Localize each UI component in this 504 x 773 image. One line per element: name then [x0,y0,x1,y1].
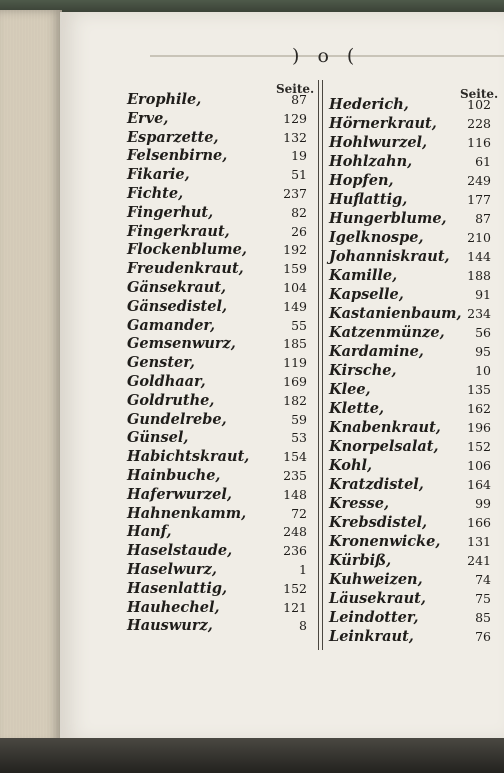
column-divider [318,80,323,650]
index-page-number: 56 [475,325,491,340]
index-page-number: 99 [475,496,491,511]
index-entry [127,335,307,354]
index-term: Krebsdistel, [329,514,428,531]
index-entry [329,551,491,570]
index-entry [329,532,491,551]
index-entry [329,190,491,209]
index-term: Goldruthe, [127,391,215,409]
index-term: Leinkraut, [329,628,414,645]
index-page-number: 182 [283,392,307,408]
index-entry [127,467,307,486]
index-page-number: 19 [291,148,307,164]
index-entry [127,147,307,166]
index-page-number: 10 [475,363,491,378]
index-entry [127,373,307,392]
index-entry [127,429,307,448]
index-entry [127,523,307,542]
index-entry [127,392,307,411]
index-page-number: 72 [291,505,307,521]
index-entry [127,241,307,260]
index-page-number: 148 [283,486,307,502]
index-term: Genster, [127,354,195,372]
index-entry [127,448,307,467]
index-page-number: 185 [283,336,307,352]
index-page-number: 135 [467,382,491,397]
index-page-number: 152 [283,580,307,596]
index-entry [127,561,307,580]
index-term: Kohl, [329,457,373,474]
index-page-number: 144 [467,249,491,264]
index-page-number: 95 [475,344,491,359]
index-term: Johanniskraut, [329,248,450,265]
index-entry [127,260,307,279]
index-term: Haferwurzel, [127,485,232,503]
index-term: Gemsenwurz, [127,335,236,353]
index-term: Esparzette, [127,128,219,146]
index-term: Kardamine, [329,343,424,360]
index-term: Fingerkraut, [127,222,230,240]
index-entry [127,317,307,336]
index-page-number: 188 [467,268,491,283]
index-term: Hopfen, [329,172,394,189]
index-entry [329,475,491,494]
index-entry [329,380,491,399]
index-term: Erophile, [127,91,202,108]
index-entry [127,354,307,373]
index-entry [329,285,491,304]
index-page-number: 169 [283,373,307,389]
index-entry [329,494,491,513]
index-page-number: 61 [475,154,491,169]
index-page-number: 166 [467,515,491,530]
index-page-number: 162 [467,401,491,416]
index-term: Läusekraut, [329,590,426,607]
index-page-number: 51 [291,167,307,183]
index-entry [329,152,491,171]
index-page-number: 129 [283,110,307,126]
index-term: Hauswurz, [127,617,213,635]
index-entry [329,95,491,114]
index-page-number: 119 [283,355,307,371]
index-page-number: 53 [291,430,307,446]
index-entry [329,323,491,342]
index-entry [127,91,307,110]
index-term: Hainbuche, [127,466,221,484]
index-term: Felsenbirne, [127,147,228,165]
index-term: Hohlzahn, [329,153,413,170]
index-page-number: 26 [291,223,307,239]
index-entry [329,456,491,475]
index-page-number: 8 [299,618,307,634]
index-entry [127,223,307,242]
index-entry [329,342,491,361]
index-page-number: 164 [467,477,491,492]
index-entry [329,437,491,456]
index-term: Kuhweizen, [329,571,423,588]
index-entry [329,304,491,323]
index-term: Kirsche, [329,362,397,379]
index-entry [329,589,491,608]
index-page-number: 131 [467,534,491,549]
index-entry [329,608,491,627]
index-term: Kapselle, [329,286,404,303]
index-term: Gänsekraut, [127,278,227,296]
index-entry [127,204,307,223]
index-term: Klee, [329,381,371,398]
index-term: Igelknospe, [329,229,424,246]
index-term: Gundelrebe, [127,410,227,428]
index-entry [329,570,491,589]
index-entry [329,228,491,247]
index-term: Hohlwurzel, [329,134,428,151]
index-page-number: 82 [291,204,307,220]
index-term: Kronenwicke, [329,533,441,550]
index-entry [127,617,307,636]
index-page-number: 121 [283,599,307,615]
index-entry [127,298,307,317]
index-term: Haselstaude, [127,542,233,560]
index-entry [127,129,307,148]
index-entry [329,247,491,266]
index-entry [127,279,307,298]
index-entry [329,418,491,437]
right-column-heading: Seite. [460,87,499,101]
index-page-number: 75 [475,591,491,606]
index-term: Habichtskraut, [127,448,250,466]
index-entry [127,411,307,430]
index-page-number: 236 [283,543,307,559]
index-term: Knabenkraut, [329,419,441,436]
index-page-number: 248 [283,524,307,540]
index-term: Goldhaar, [127,372,206,390]
index-term: Fingerhut, [127,203,214,221]
index-page-number: 237 [283,185,307,201]
index-entry [329,513,491,532]
index-entry [127,505,307,524]
index-term: Katzenmünze, [329,324,445,341]
index-page-number: 234 [467,306,491,321]
index-term: Fichte, [127,184,184,202]
index-term: Erve, [127,109,169,127]
index-entry [127,542,307,561]
index-entry [329,114,491,133]
index-page-number: 249 [467,173,491,188]
index-term: Hasenlattig, [127,579,228,597]
index-page-number: 196 [467,420,491,435]
page-number: ) o ( [292,45,361,67]
index-term: Kresse, [329,495,390,512]
table-surface [0,738,504,773]
index-term: Kastanienbaum, [329,305,462,322]
index-page-number: 87 [475,211,491,226]
index-page-number: 1 [299,561,307,577]
index-term: Flockenblume, [127,241,247,259]
index-entry [329,627,491,646]
index-entry [329,266,491,285]
index-page-number: 149 [283,298,307,314]
index-page-number: 104 [283,279,307,295]
index-term: Günsel, [127,429,189,447]
index-term: Haselwurz, [127,560,217,578]
index-term: Leindotter, [329,609,419,626]
index-page-number: 228 [467,116,491,131]
index-page-number: 74 [475,572,491,587]
index-page-number: 85 [475,610,491,625]
left-index-column [127,91,307,636]
index-entry [329,133,491,152]
index-page-number: 76 [475,629,491,644]
index-entry [329,171,491,190]
left-column-heading: Seite. [276,82,315,96]
page-edges [0,10,62,745]
index-term: Freudenkraut, [127,260,244,278]
index-page-number: 106 [467,458,491,473]
index-entry [329,209,491,228]
index-term: Gänsedistel, [127,297,227,315]
index-page-number: 177 [467,192,491,207]
index-page-number: 210 [467,230,491,245]
index-page-number: 116 [467,135,491,150]
index-term: Fikarie, [127,166,190,184]
index-page-number: 154 [283,449,307,465]
index-term: Huflattig, [329,191,408,208]
index-page-number: 91 [475,287,491,302]
index-page-number: 192 [283,242,307,258]
index-page-number: 159 [283,261,307,277]
index-entry [127,599,307,618]
index-term: Hungerblume, [329,210,447,227]
right-index-column [329,95,491,646]
index-page-number: 235 [283,467,307,483]
index-entry [127,580,307,599]
index-term: Kamille, [329,267,398,284]
book-cover-edge [0,0,504,12]
index-entry [329,399,491,418]
index-entry [329,361,491,380]
index-term: Hahnenkamm, [127,504,247,522]
index-page-number: 241 [467,553,491,568]
index-page-number: 55 [291,317,307,333]
index-entry [127,185,307,204]
index-term: Kratzdistel, [329,476,424,493]
index-term: Gamander, [127,316,216,334]
index-term: Hauhechel, [127,598,220,616]
index-page-number: 87 [291,92,307,107]
index-entry [127,486,307,505]
index-entry [127,166,307,185]
index-term: Hanf, [127,523,172,541]
index-page-number: 59 [291,411,307,427]
index-term: Knorpelsalat, [329,438,439,455]
index-entry [127,110,307,129]
index-term: Hederich, [329,96,409,113]
index-term: Hörnerkraut, [329,115,437,132]
index-page-number: 102 [467,97,491,112]
index-term: Klette, [329,400,385,417]
index-page-number: 152 [467,439,491,454]
index-term: Kürbiß, [329,552,392,569]
index-page-number: 132 [283,129,307,145]
